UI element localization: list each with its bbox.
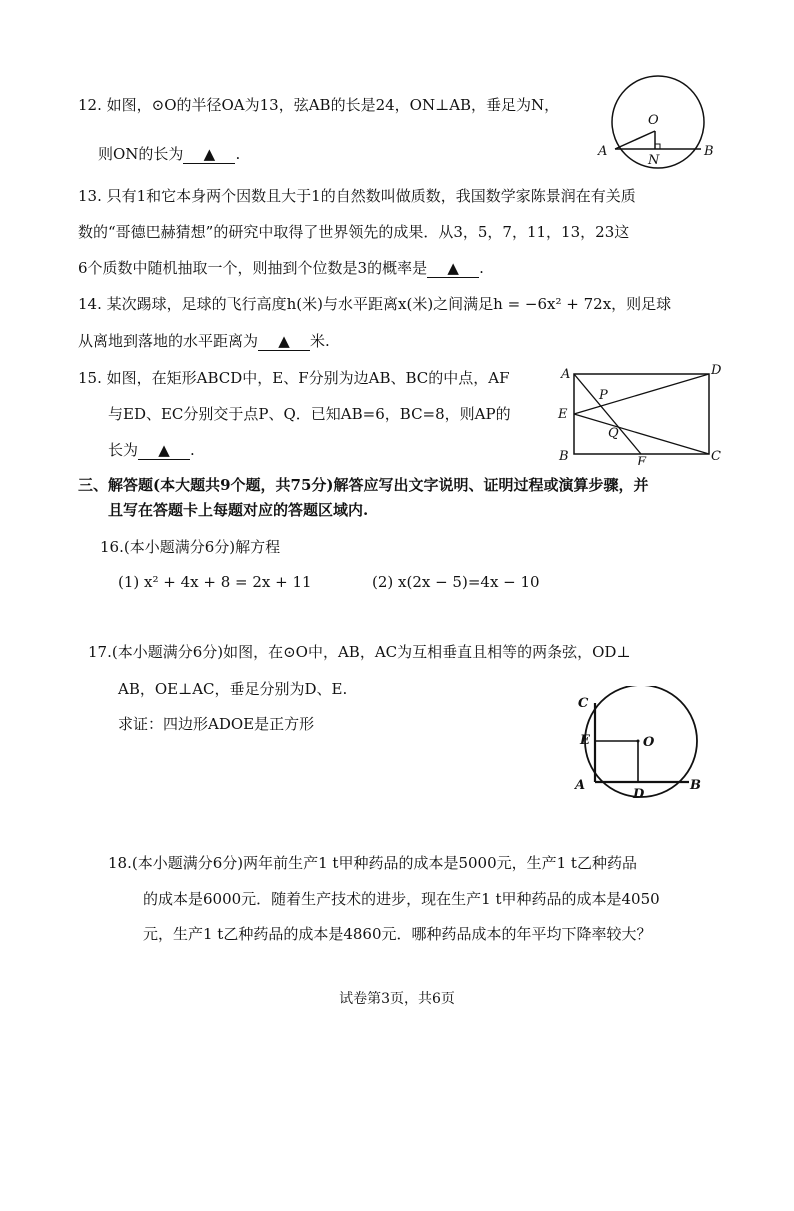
q15-label-d: D [711, 363, 722, 378]
q15-label-c: C [711, 449, 721, 464]
q15-figure [555, 360, 725, 465]
q17-label-d: D [633, 787, 645, 802]
page-footer: 试卷第3页，共6页 [339, 991, 455, 1007]
q15-line1: 15. 如图，在矩形ABCD中，E、F分别为边AB、BC的中点，AF [78, 369, 510, 387]
q17-line2: AB，OE⊥AC，垂足分别为D、E. [118, 680, 348, 698]
q12-text: 如图，⊙O的半径OA为13，弦AB的长是24，ON⊥AB，垂足为N， [106, 96, 560, 114]
q15-label-q: Q [608, 426, 619, 441]
q15-label-p: P [599, 388, 608, 403]
q17-line1: 17.(本小题满分6分)如图，在⊙O中，AB，AC为互相垂直且相等的两条弦，OD⊥ [88, 643, 631, 661]
q17-label-b: B [690, 778, 701, 793]
q15-line3: 长为 ▲ . [108, 441, 195, 459]
q15-label-a: A [561, 367, 571, 382]
q14-line2: 从离地到落地的水平距离为 ▲ 米. [78, 332, 330, 350]
section3-heading-line2: 且写在答题卡上每题对应的答题区域内. [108, 501, 369, 519]
q17-label-e: E [580, 733, 590, 748]
section3-heading-line1: 三、解答题(本大题共9个题，共75分)解答应写出文字说明、证明过程或演算步骤，并 [78, 476, 649, 494]
q12-line2: 则ON的长为 ▲ . [98, 145, 241, 163]
q16-part1: (1) x² + 4x + 8 = 2x + 11 [118, 573, 312, 591]
q17-line3: 求证：四边形ADOE是正方形 [118, 715, 315, 733]
answer-blank: ▲ [427, 259, 479, 278]
q12-line1 [78, 94, 559, 116]
q14-line1: 14. 某次踢球，足球的飞行高度h(米)与水平距离x(米)之间满足h = −6x² + 72x，则足球 [78, 295, 672, 313]
q17-label-c: C [578, 696, 589, 711]
q13-line2: 数的“哥德巴赫猜想”的研究中取得了世界领先的成果．从3，5，7，11，13，23这 [78, 223, 630, 241]
q13-line3: 6个质数中随机抽取一个，则抽到个位数是3的概率是 ▲ . [78, 259, 484, 277]
q15-label-b: B [559, 449, 569, 464]
q12-label-b: B [704, 144, 714, 159]
answer-blank: ▲ [138, 441, 190, 460]
q12-label-a: A [598, 144, 608, 159]
q18-line2: 的成本是6000元．随着生产技术的进步，现在生产1 t甲种药品的成本是4050 [143, 890, 660, 908]
answer-blank: ▲ [258, 332, 310, 351]
q16-header: 16.(本小题满分6分)解方程 [100, 538, 281, 556]
q18-line3: 元，生产1 t乙种药品的成本是4860元．哪种药品成本的年平均下降率较大？ [143, 925, 652, 943]
q18-line1: 18.(本小题满分6分)两年前生产1 t甲种药品的成本是5000元，生产1 t乙种药品 [108, 854, 637, 872]
q15-label-f: F [637, 455, 647, 465]
q17-label-o: O [643, 735, 655, 750]
q15-line2: 与ED、EC分别交于点P、Q．已知AB=6，BC=8，则AP的 [108, 405, 511, 423]
q15-label-e: E [558, 407, 568, 422]
q12-number: 12. [78, 96, 102, 114]
q12-label-n: N [648, 153, 660, 168]
q13-line1: 13. 只有1和它本身两个因数且大于1的自然数叫做质数，我国数学家陈景润在有关质 [78, 187, 636, 205]
q16-part2: (2) x(2x − 5)=4x − 10 [372, 573, 540, 591]
q12-figure [595, 74, 720, 172]
answer-blank: ▲ [183, 145, 235, 164]
q12-label-o: O [648, 113, 659, 128]
q17-figure [568, 686, 713, 806]
q17-label-a: A [575, 778, 586, 793]
